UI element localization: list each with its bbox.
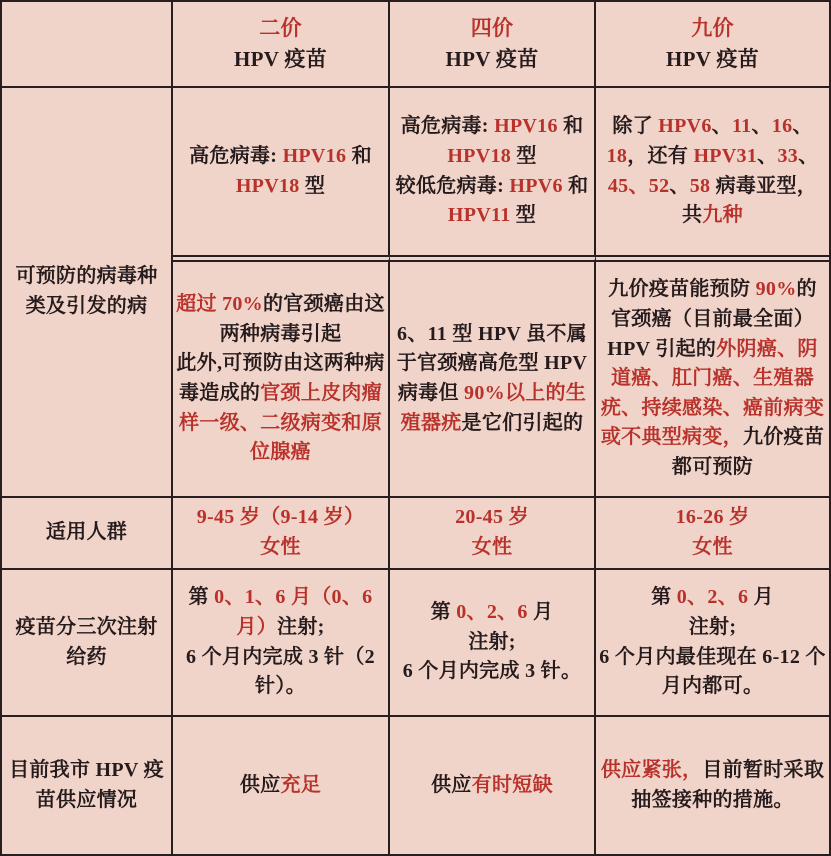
cell-quadrivalent-virus-types xyxy=(390,88,596,255)
cell-quadrivalent-age xyxy=(390,498,596,570)
quadrivalent-age-text: 20-45 岁 女性 xyxy=(455,506,529,558)
nonavalent-age-text: 16-26 岁 女性 xyxy=(675,506,750,558)
quadrivalent-supply-text: 供应有时短缺 xyxy=(431,773,553,796)
bivalent-age-text: 9-45 岁（9-14 岁） 女性 xyxy=(196,506,365,558)
header-nonavalent-text: 九价 HPV 疫苗 xyxy=(666,15,759,71)
header-cell-quadrivalent xyxy=(390,2,596,88)
header-cell-blank xyxy=(2,2,173,88)
row-label-preventable-viruses xyxy=(2,88,173,498)
cell-nonavalent-diseases xyxy=(596,255,829,498)
cell-quadrivalent-supply xyxy=(390,717,596,854)
cell-bivalent-diseases xyxy=(173,255,390,498)
cell-bivalent-supply xyxy=(173,717,390,854)
bivalent-diseases-text: 超过 70%的官颈癌由这两种病毒引起 此外,可预防由这两种病毒造成的官颈上皮肉瘤样一级、二级病变和原位腺癌 xyxy=(176,293,385,464)
row-label-target-group xyxy=(2,498,173,570)
header-cell-bivalent xyxy=(173,2,390,88)
header-cell-nonavalent xyxy=(596,2,829,88)
cell-nonavalent-supply xyxy=(596,717,829,854)
cell-nonavalent-dosing xyxy=(596,570,829,717)
nonavalent-diseases-text: 九价疫苗能预防 90%的官颈癌（目前最全面）HPV 引起的外阴癌、阴道癌、肛门癌、生殖器疣、持续感染、癌前病变或不典型病变，九价疫苗都可预防 xyxy=(600,278,825,478)
nonavalent-dosing-text: 第 0、2、6 月 注射; 6 个月内最佳现在 6-12 个月内都可。 xyxy=(599,586,826,698)
row-label-target-group-text: 适用人群 xyxy=(45,521,128,544)
row-label-dosing-schedule xyxy=(2,570,173,717)
bivalent-virus-types-text: 高危病毒: HPV16 和 HPV18 型 xyxy=(189,144,372,197)
cell-nonavalent-age xyxy=(596,498,829,570)
cell-nonavalent-virus-types xyxy=(596,88,829,255)
bivalent-dosing-text: 第 0、1、6 月（0、6 月）注射; 6 个月内完成 3 针（2 针）。 xyxy=(186,586,375,698)
nonavalent-virus-types-text: 除了 HPV6、11、16、18，还有 HPV31、33、45、52、58 病毒亚型，共九种 xyxy=(606,115,819,227)
quadrivalent-diseases-text: 6、11 型 HPV 虽不属于官颈癌高危型 HPV 病毒但 90%以上的生殖器疣是它们引起的 xyxy=(396,322,588,434)
quadrivalent-virus-types-text: 高危病毒: HPV16 和 HPV18 型 较低危病毒: HPV6 和 HPV11 型 xyxy=(395,115,589,227)
quadrivalent-dosing-text: 第 0、2、6 月 注射; 6 个月内完成 3 针。 xyxy=(402,601,582,683)
row-label-supply-situation xyxy=(2,717,173,854)
cell-quadrivalent-dosing xyxy=(390,570,596,717)
cell-bivalent-dosing xyxy=(173,570,390,717)
nonavalent-supply-text: 供应紧张，目前暂时采取抽签接种的措施。 xyxy=(600,758,825,811)
row-label-supply-situation-text: 目前我市 HPV 疫 苗供应情况 xyxy=(9,758,164,811)
row-label-preventable-viruses-text: 可预防的病毒种 类及引发的病 xyxy=(15,265,158,317)
row-label-dosing-schedule-text: 疫苗分三次注射 给药 xyxy=(15,615,158,668)
header-quadrivalent-text: 四价 HPV 疫苗 xyxy=(445,15,539,71)
header-bivalent-text: 二价 HPV 疫苗 xyxy=(234,15,327,71)
cell-bivalent-age xyxy=(173,498,390,570)
bivalent-supply-text: 供应充足 xyxy=(239,773,322,796)
cell-bivalent-virus-types xyxy=(173,88,390,255)
cell-quadrivalent-diseases xyxy=(390,255,596,498)
